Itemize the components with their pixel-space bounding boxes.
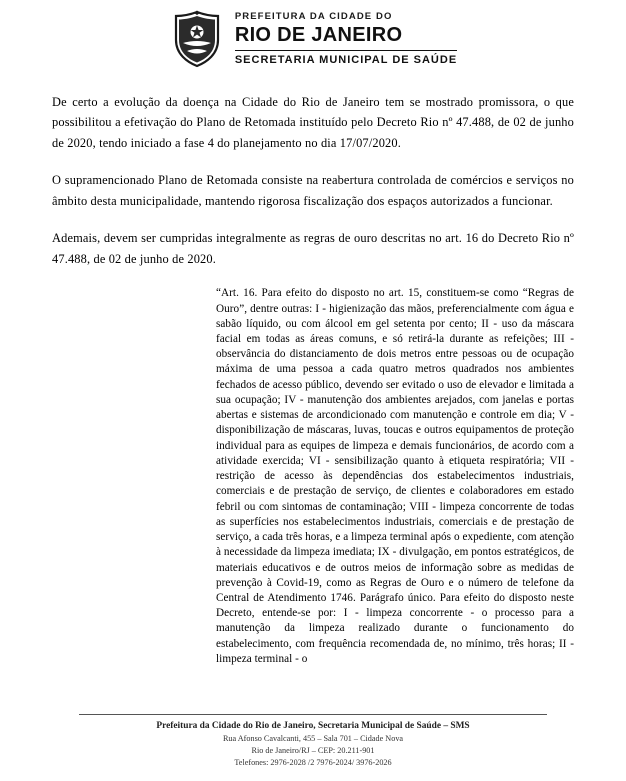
city-title: RIO DE JANEIRO xyxy=(234,23,403,46)
paragraph-2: O supramencionado Plano de Retomada consiste na reabertura controlada de comércios e serviços no âmbito desta municipalidade, mantendo rigorosa fiscalização dos espaços autorizados a funcionar. xyxy=(52,173,574,208)
paragraph-3: Ademais, devem ser cumpridas integralmente as regras de ouro descritas no art. 16 do Decreto Rio nº 47.488, de 02 de junho de 2020. xyxy=(52,231,574,266)
footer-postal: Rio de Janeiro/RJ – CEP: 20.211-901 xyxy=(251,746,375,756)
decree-quote-block: “Art. 16. Para efeito do disposto no art. 15, constituem-se como “Regras de Ouro”, dentre outras: I - higienização das mãos, preferencialmente com água e sabão líquido, ou com álcool em gel setenta por cento; II - uso da máscara facial em todas as áreas comuns, e só retirá-la durante as refeições; III - observância do distanciamento de dois metros entre pessoas ou de ocupação máxima de uma pessoa a cada quatro metros quadrados nos ambientes fechados de acesso público, devendo ser evitado o uso de elevador e limitada a sua ocupação; IV - manutenção dos ambientes arejados, com janelas e portas abertas e sistemas de arcondicionado com manutenção e controle em dia; V - disponibilização de máscaras, luvas, toucas e outros equipamentos de proteção individual para as equipes de limpeza e demais funcionários, de acordo com a atividade exercida; VI - sensibilização quanto à etiqueta respiratória; VII - restrição de acesso às dependências dos estabelecimentos industriais, comerciais e de prestação de serviço, de clientes e colaboradores em estado febril ou com sintomas de contaminação; VIII - limpeza concorrente de todas as superfícies nos estabelecimentos industriais, comerciais e de prestação de serviço, a cada três horas, e a limpeza terminal após o expediente, com atenção à necessidade da limpeza imediata; IX - divulgação, em pontos estratégicos, de materiais educativos e de outros meios de informação sobre as medidas de prevenção à Covid-19, como as Regras de Ouro e o número de telefone da Central de Atendimento 1746. Parágrafo único. Para efeito do disposto neste Decreto, entende-se por: I - limpeza concorrente - o processo para a manutenção da limpeza realizado durante o funcionamento do estabelecimento, com frequência recomendada de, no mínimo, três horas; II - limpeza terminal - o xyxy=(216,287,574,665)
coat-of-arms-icon xyxy=(169,10,225,68)
footer-divider xyxy=(79,714,547,715)
prefeitura-label: PREFEITURA DA CIDADE DO xyxy=(234,11,393,23)
paragraph-1: De certo a evolução da doença na Cidade do Rio de Janeiro tem se mostrado promissora, o que possibilitou a efetivação do Plano de Retomada instituído pelo Decreto Rio nº 47.488, de 02 de junho de 2020, tendo iniciado a fase 4 do planejamento no dia 17/07/2020. xyxy=(52,95,574,150)
document-header xyxy=(0,0,626,74)
secretaria-label: SECRETARIA MUNICIPAL DE SAÚDE xyxy=(234,53,458,66)
document-body xyxy=(0,74,626,667)
document-footer xyxy=(0,714,626,769)
header-divider xyxy=(235,50,457,51)
footer-phones: Telefones: 2976-2028 /2 7976-2024/ 3976-2026 xyxy=(234,758,392,768)
footer-organization: Prefeitura da Cidade do Rio de Janeiro, Secretaria Municipal de Saúde – SMS xyxy=(156,720,470,731)
header-text-block xyxy=(235,12,457,66)
footer-address: Rua Afonso Cavalcanti, 455 – Sala 701 – Cidade Nova xyxy=(222,734,404,744)
